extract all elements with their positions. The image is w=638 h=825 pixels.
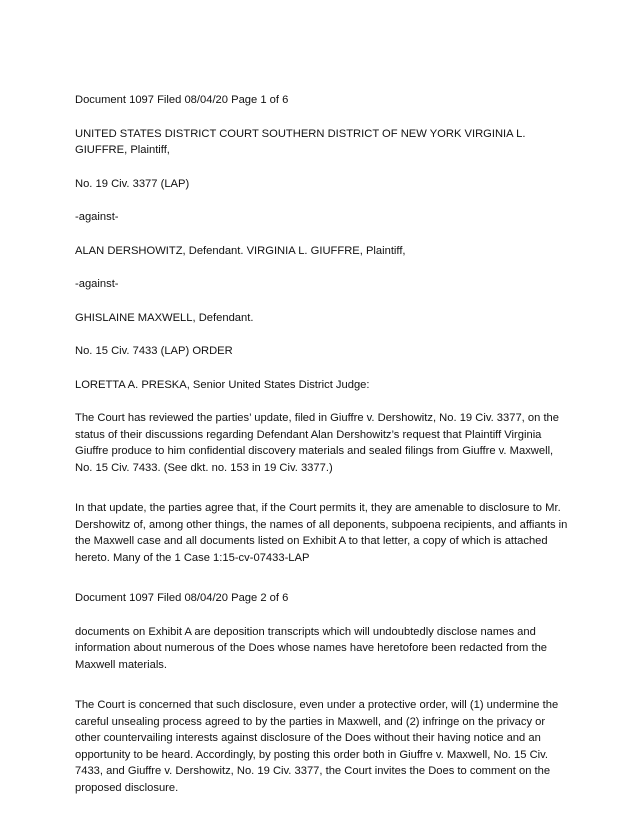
body-paragraph-review: The Court has reviewed the parties’ update, filed in Giuffre v. Dershowitz, No. 19 Civ. 3377, on the status of their discussions regarding Defendant Alan Dershowitz’s request that Plaintiff Virginia Giuffre produce to him confidential discovery materials and sealed filings from Giuffre v. Maxwell, No. 15 Civ. 7433. (See dkt. no. 153 in 19 Civ. 3377.) (75, 412, 560, 474)
defendant-dershowitz: ALAN DERSHOWITZ, Defendant. VIRGINIA L. GIUFFRE, Plaintiff, (75, 244, 406, 257)
document-header-page-1: Document 1097 Filed 08/04/20 Page 1 of 6 (75, 94, 289, 106)
case-number-15-civ-order: No. 15 Civ. 7433 (LAP) ORDER (75, 345, 233, 357)
body-paragraph-update: In that update, the parties agree that, if the Court permits it, they are amenable to disclosure to Mr. Dershowitz of, among other things, the names of all deponents, subpoena recipients, and affiants in the Maxwell case and all documents listed on Exhibit A to that letter, a copy of which is attached hereto. Many of the 1 Case 1:15-cv-07433-LAP (75, 502, 568, 564)
body-paragraph-concern: The Court is concerned that such disclosure, even under a protective order, will (1) undermine the careful unsealing process agreed to by the parties in Maxwell, and (2) infringe on the privacy or other countervailing interests against disclosure of the Does without their having notice and an opportunity to be heard. Accordingly, by posting this order both in Giuffre v. Maxwell, No. 15 Civ. 7433, and Giuffre v. Dershowitz, No. 19 Civ. 3377, the Court invites the Does to comment on the proposed disclosure. (75, 699, 559, 794)
judge-line: LORETTA A. PRESKA, Senior United States District Judge: (75, 378, 370, 391)
document-header-page-2: Document 1097 Filed 08/04/20 Page 2 of 6 (75, 592, 289, 604)
defendant-maxwell: GHISLAINE MAXWELL, Defendant. (75, 311, 254, 324)
case-caption-court: UNITED STATES DISTRICT COURT SOUTHERN DISTRICT OF NEW YORK VIRGINIA L. GIUFFRE, Plaintiff, (75, 127, 526, 156)
document-page (75, 92, 570, 813)
against-label: -against- (75, 211, 119, 223)
case-number-19-civ: No. 19 Civ. 3377 (LAP) (75, 177, 190, 190)
body-paragraph-exhibit: documents on Exhibit A are deposition transcripts which will undoubtedly disclose names and information about numerous of the Does whose names have heretofore been redacted from the Maxwell materials. (75, 625, 548, 671)
against-label-2: -against- (75, 278, 119, 290)
